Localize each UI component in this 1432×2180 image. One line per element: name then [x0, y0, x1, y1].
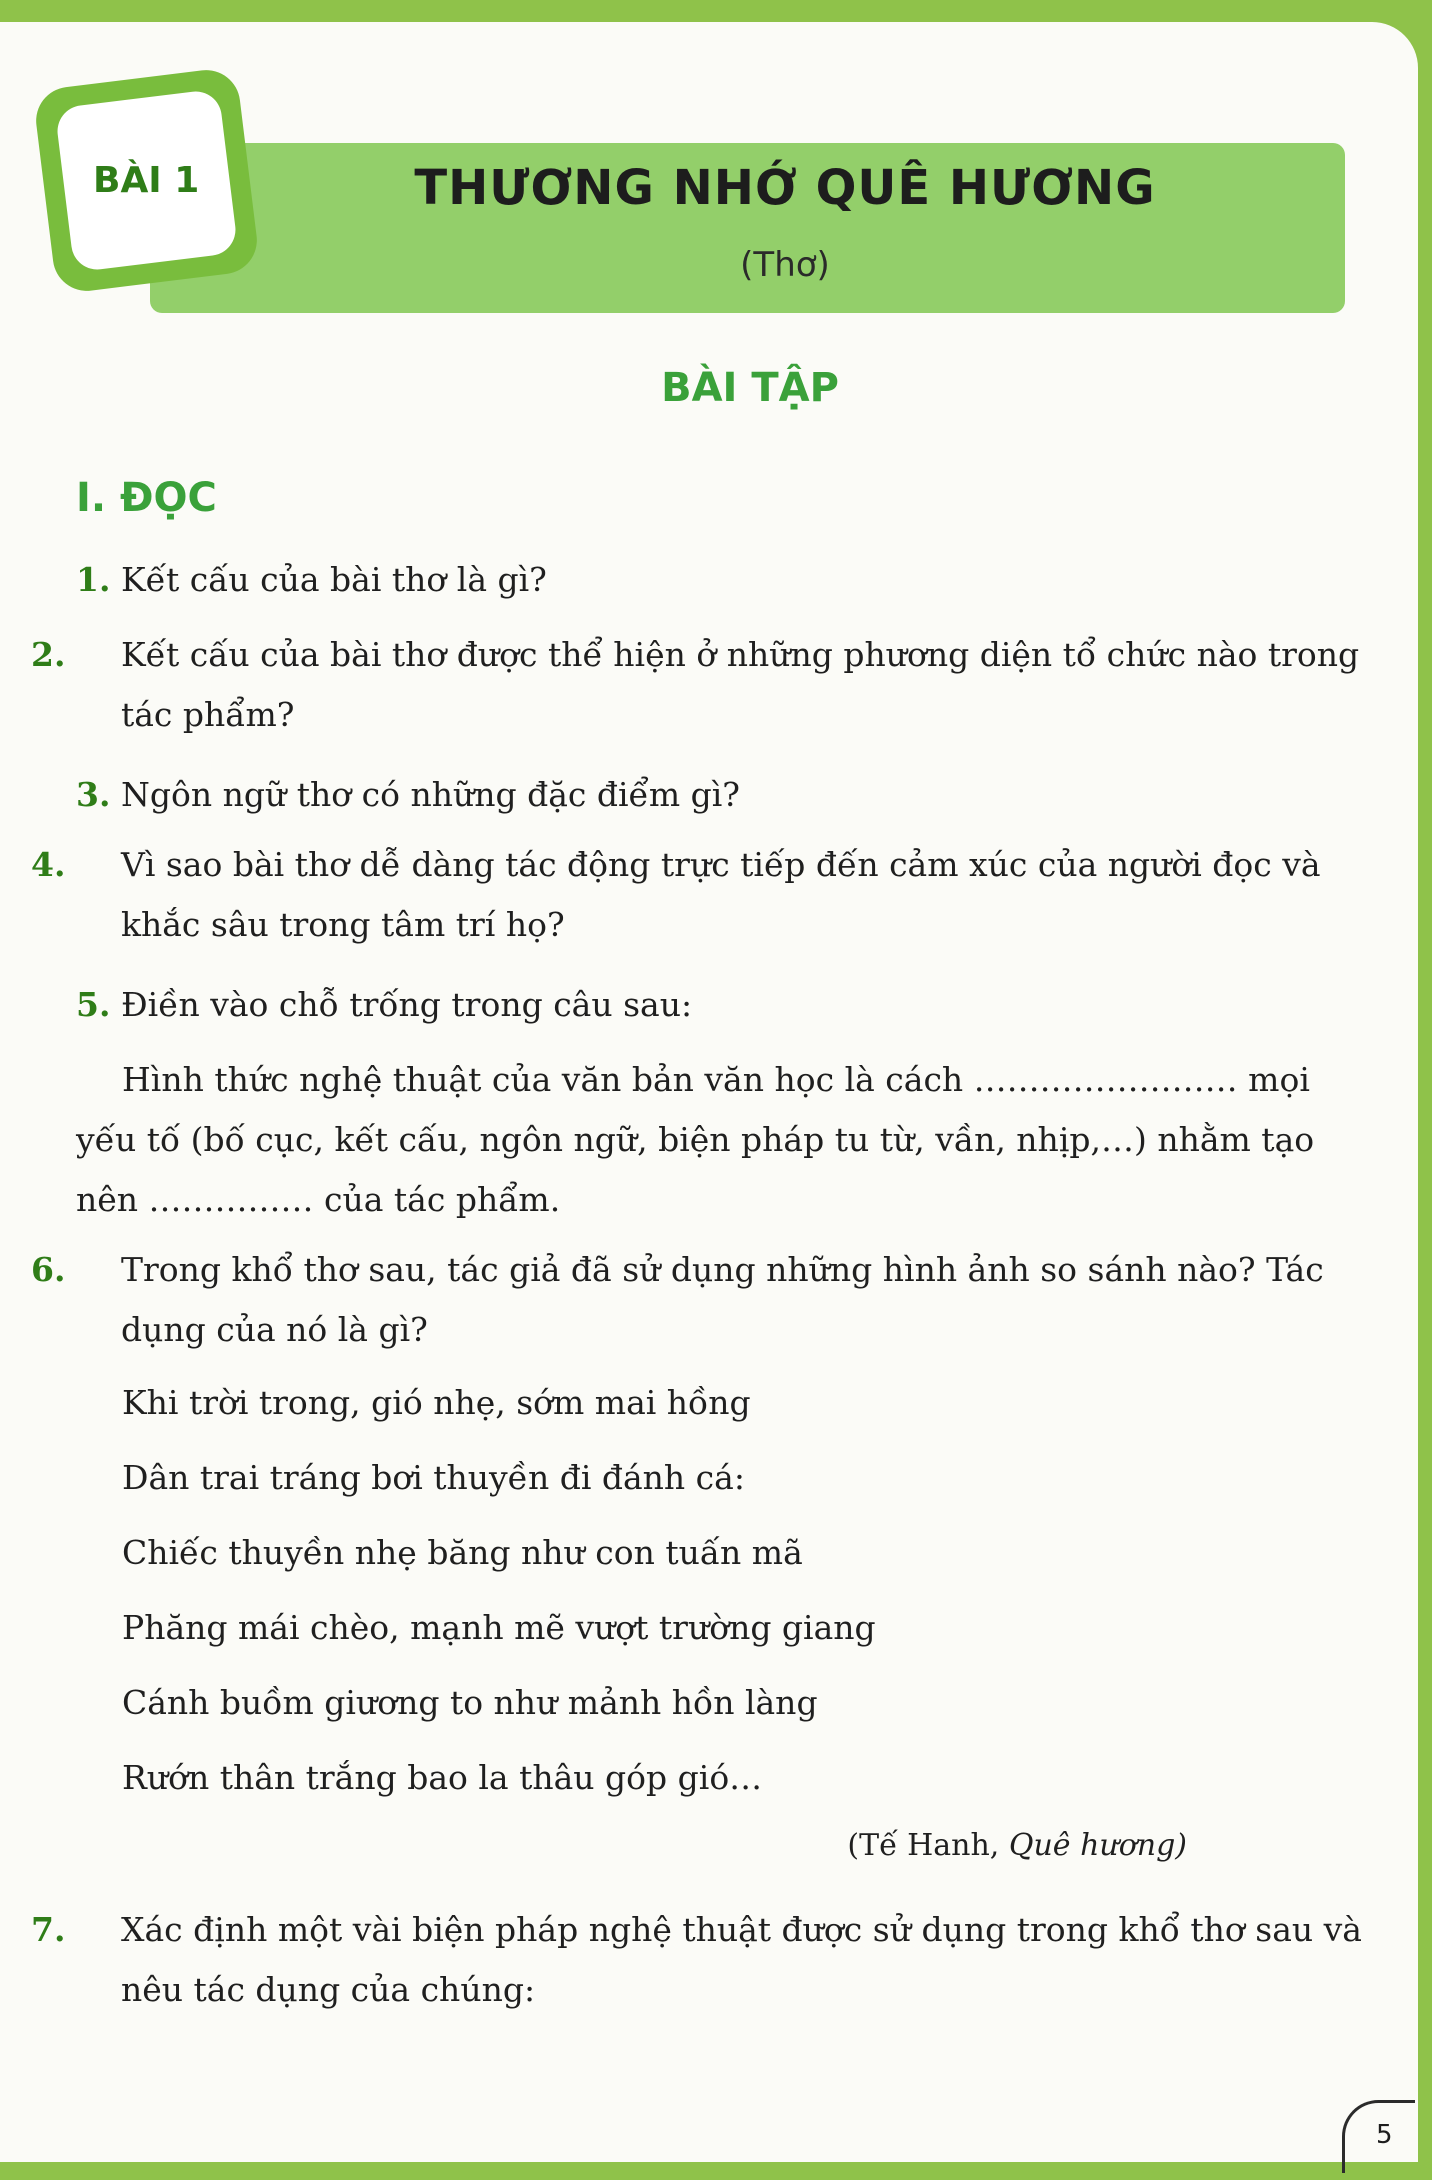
poem-line: Khi trời trong, gió nhẹ, sớm mai hồng: [122, 1383, 751, 1422]
question-5: [76, 975, 1356, 1035]
citation-author: (Tế Hanh,: [847, 1828, 1000, 1863]
question-text: Ngôn ngữ thơ có những đặc điểm gì?: [121, 775, 740, 814]
question-7: [31, 1900, 1401, 2020]
question-2: [31, 625, 1401, 745]
question-number: 1.: [76, 560, 111, 599]
question-number: 4.: [31, 845, 66, 884]
page-number: 5: [1376, 2120, 1393, 2150]
question-number: 5.: [76, 985, 111, 1024]
lesson-badge: [32, 66, 260, 294]
question-1: [76, 550, 1356, 610]
question-number: 3.: [76, 775, 111, 814]
fill-in-sentence: Hình thức nghệ thuật của văn bản văn học là cách …………………… mọi yếu tố (bố cục, kết cấu, ngôn ngữ, biện pháp tu từ, vần, nhịp,…) nhằm tạo nên …………… của tác phẩm.: [76, 1060, 1315, 1219]
question-3: [76, 765, 1356, 825]
question-text: Vì sao bài thơ dễ dàng tác động trực tiếp đến cảm xúc của người đọc và khắc sâu trong tâm trí họ?: [121, 845, 1321, 944]
question-text: Trong khổ thơ sau, tác giả đã sử dụng những hình ảnh so sánh nào? Tác dụng của nó là gì?: [121, 1250, 1324, 1349]
exercise-heading: BÀI TẬP: [661, 365, 839, 411]
page-number-badge: [1342, 2100, 1412, 2160]
question-6: [31, 1240, 1401, 1360]
lesson-genre: (Thơ): [740, 245, 830, 285]
poem-line: Cánh buồm giương to như mảnh hồn làng: [122, 1683, 818, 1722]
section-heading-reading: I. ĐỌC: [76, 475, 217, 521]
lesson-title: THƯƠNG NHỚ QUÊ HƯƠNG: [414, 160, 1156, 216]
question-number: 2.: [31, 635, 66, 674]
question-text: Xác định một vài biện pháp nghệ thuật được sử dụng trong khổ thơ sau và nêu tác dụng của chúng:: [121, 1910, 1362, 2009]
lesson-badge-inner: [55, 89, 239, 273]
question-number: 7.: [31, 1910, 66, 1949]
poem-line: Phăng mái chèo, mạnh mẽ vượt trường giang: [122, 1608, 876, 1647]
poem-citation: [847, 1828, 1187, 1863]
lesson-badge-label: BÀI 1: [93, 160, 200, 201]
citation-work: Quê hương): [1008, 1828, 1187, 1863]
question-number: 6.: [31, 1250, 66, 1289]
question-4: [31, 835, 1401, 955]
poem-line: Dân trai tráng bơi thuyền đi đánh cá:: [122, 1458, 745, 1497]
poem-line: Chiếc thuyền nhẹ băng như con tuấn mã: [122, 1533, 803, 1572]
poem-line: Rướn thân trắng bao la thâu góp gió…: [122, 1758, 763, 1797]
question-text: Kết cấu của bài thơ được thể hiện ở những phương diện tổ chức nào trong tác phẩm?: [121, 635, 1360, 734]
question-text: Điền vào chỗ trống trong câu sau:: [121, 985, 693, 1024]
question-text: Kết cấu của bài thơ là gì?: [121, 560, 547, 599]
